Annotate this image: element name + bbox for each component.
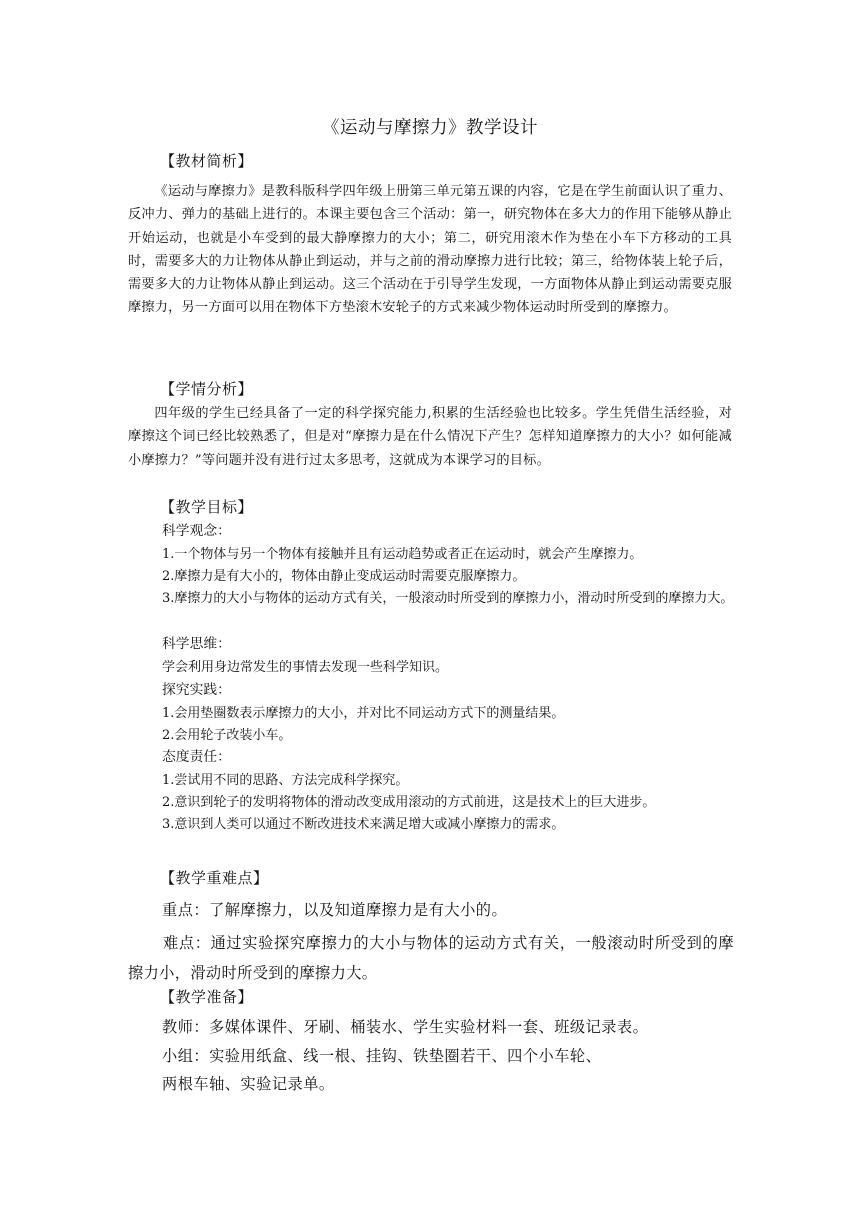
group-materials-line2: 两根车轴、实验记录单。 (162, 1075, 335, 1093)
concept-label: 科学观念： (162, 523, 231, 539)
concept-item-3: 3.摩擦力的大小与物体的运动方式有关，一般滚动时所受到的摩擦力小，滑动时所受到的摩擦力大。 (162, 591, 734, 606)
key-point-text: 重点：了解摩擦力，以及知道摩擦力是有大小的。 (162, 901, 508, 919)
difficult-point-text: 难点：通过实验探究摩擦力的大小与物体的运动方式有关，一般滚动时所受到的摩擦力小，滑动时所受到的摩擦力大。 (128, 934, 734, 982)
thinking-label: 科学思维： (162, 636, 231, 652)
section-heading-textbook: 【教材简析】 (160, 152, 254, 170)
practice-label: 探究实践： (162, 682, 231, 698)
section-heading-keypoints: 【教学重难点】 (160, 869, 269, 887)
students-analysis-paragraph: 四年级的学生已经具备了一定的科学探究能力,积累的生活经验也比较多。学生凭借生活经验，对摩擦这个词已经比较熟悉了，但是对“摩擦力是在什么情况下产生？怎样知道摩擦力的大小？如何能减小摩擦力？”等问题并没有进行过太多思考，这就成为本课学习的目标。 (128, 406, 732, 468)
textbook-analysis-paragraph: 《运动与摩擦力》是教科版科学四年级上册第三单元第五课的内容，它是在学生前面认识了重力、反冲力、弹力的基础上进行的。本课主要包含三个活动：第一，研究物体在多大力的作用下能够从静止开始运动，也就是小车受到的最大静摩擦力的大小；第二，研究用滚木作为垫在小车下方移动的工具时，需要多大的力让物体从静止到运动，并与之前的滑动摩擦力进行比较；第三，给物体装上轮子后，需要多大的力让物体从静止到运动。这三个活动在于引导学生发现，一方面物体从静止到运动需要克服摩擦力，另一方面可以用在物体下方垫滚木安轮子的方式来减少物体运动时所受到的摩擦力。 (128, 184, 732, 316)
section-heading-goals: 【教学目标】 (160, 498, 254, 516)
concept-item-1: 1.一个物体与另一个物体有接触并且有运动趋势或者正在运动时，就会产生摩擦力。 (162, 547, 643, 562)
section-heading-students: 【学情分析】 (160, 380, 254, 398)
section-heading-preparation: 【教学准备】 (160, 988, 254, 1006)
group-materials-line1: 小组：实验用纸盒、线一根、挂钩、铁垫圈若干、四个小车轮、 (162, 1047, 602, 1065)
attitude-item-1: 1.尝试用不同的思路、方法完成科学探究。 (162, 773, 409, 788)
practice-item-1: 1.会用垫圈数表示摩擦力的大小，并对比不同运动方式下的测量结果。 (162, 706, 565, 721)
attitude-item-2: 2.意识到轮子的发明将物体的滑动改变成用滚动的方式前进，这是技术上的巨大进步。 (162, 795, 656, 810)
document-title: 《运动与摩擦力》教学设计 (322, 118, 538, 138)
thinking-text: 学会利用身边常发生的事情去发现一些科学知识。 (162, 660, 449, 675)
teacher-materials: 教师：多媒体课件、牙刷、桶装水、学生实验材料一套、班级记录表。 (162, 1018, 649, 1036)
attitude-label: 态度责任： (162, 749, 231, 765)
attitude-item-3: 3.意识到人类可以通过不断改进技术来满足增大或减小摩擦力的需求。 (162, 817, 565, 832)
practice-item-2: 2.会用轮子改装小车。 (162, 728, 292, 743)
concept-item-2: 2.摩擦力是有大小的，物体由静止变成运动时需要克服摩擦力。 (162, 569, 526, 584)
